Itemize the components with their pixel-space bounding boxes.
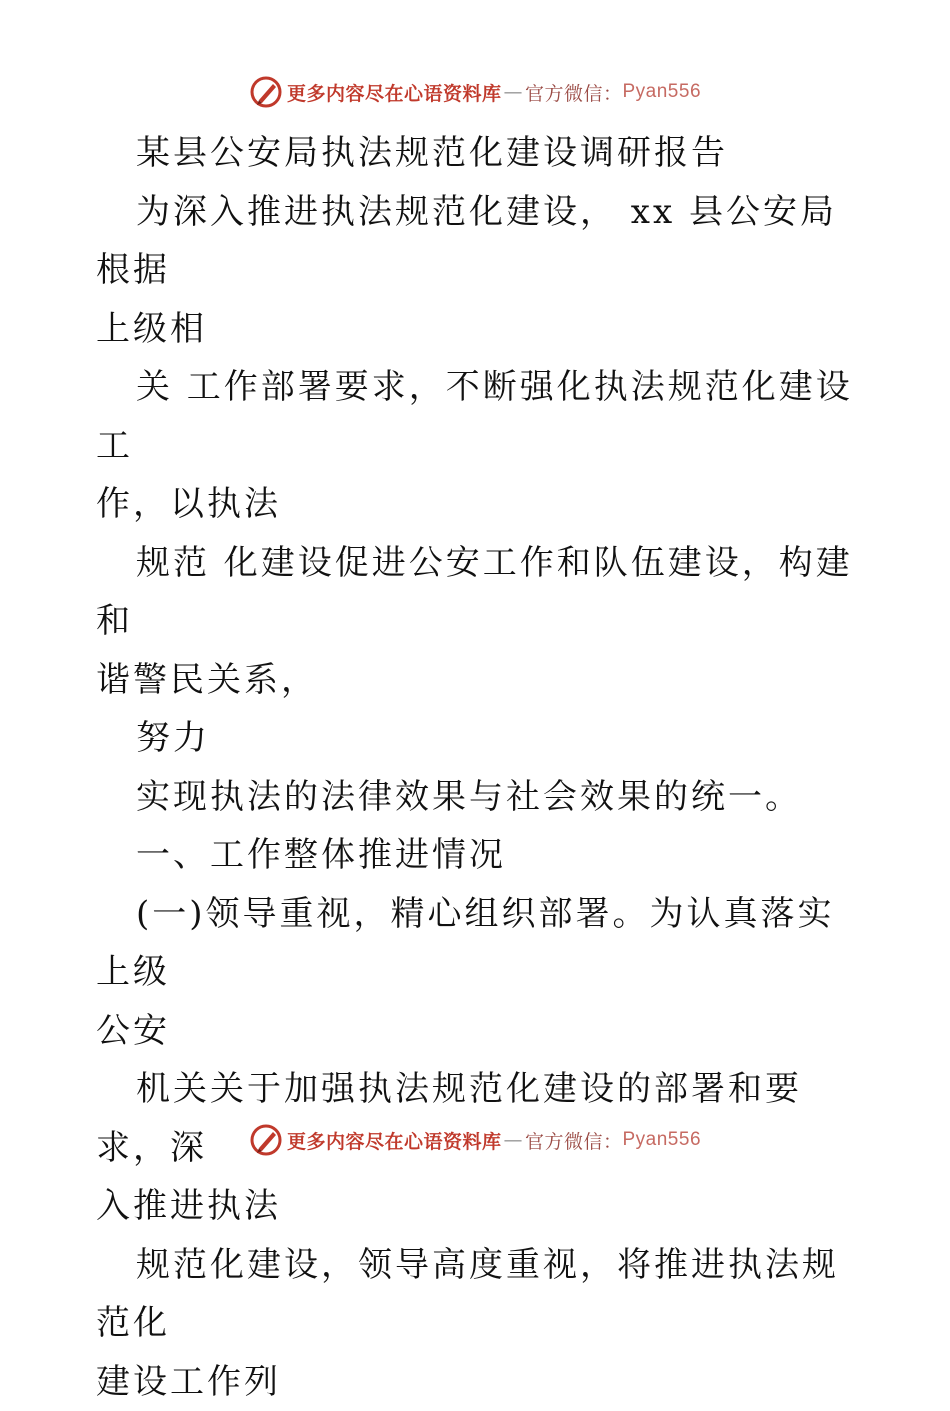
document-line: 谐警民关系， — [96, 651, 856, 710]
watermark-separator: — — [503, 1129, 523, 1151]
document-line: 入推进执法 — [96, 1177, 856, 1236]
document-line: 为深入推进执法规范化建设， xx 县公安局根据 — [96, 183, 856, 300]
watermark-footer — [0, 1120, 950, 1160]
watermark-separator: — — [503, 81, 523, 103]
watermark-wechat-label: 官方微信： — [525, 1127, 623, 1154]
pen-logo-icon — [249, 75, 283, 109]
watermark-wechat-id: Pyan556 — [623, 1129, 702, 1151]
document-line: 上级相 — [96, 300, 856, 359]
watermark-wechat-id: Pyan556 — [623, 81, 702, 103]
document-line: 某县公安局执法规范化建设调研报告 — [96, 124, 856, 183]
watermark-wechat-label: 官方微信： — [525, 79, 623, 106]
watermark-header — [0, 72, 950, 112]
document-line: 实现执法的法律效果与社会效果的统一。 — [96, 768, 856, 827]
document-line: 作，以执法 — [96, 475, 856, 534]
watermark-library-text: 更多内容尽在心语资料库 — [287, 79, 502, 106]
watermark-library-text: 更多内容尽在心语资料库 — [287, 1127, 502, 1154]
document-line: 机关关于加强执法规范化建设的部署和要求，深 — [96, 1060, 856, 1177]
document-line: 建设工作列 — [96, 1353, 856, 1411]
document-line: (一)领导重视，精心组织部署。为认真落实上级 — [96, 885, 856, 1002]
pen-logo-icon — [249, 1123, 283, 1157]
document-line: 规范 化建设促进公安工作和队伍建设，构建和 — [96, 534, 856, 651]
document-line: 规范化建设，领导高度重视，将推进执法规范化 — [96, 1236, 856, 1353]
document-line: 关 工作部署要求，不断强化执法规范化建设工 — [96, 358, 856, 475]
document-line: 一、工作整体推进情况 — [96, 826, 856, 885]
document-line: 公安 — [96, 1002, 856, 1061]
document-line: 努力 — [96, 709, 856, 768]
document-body — [96, 124, 856, 1411]
